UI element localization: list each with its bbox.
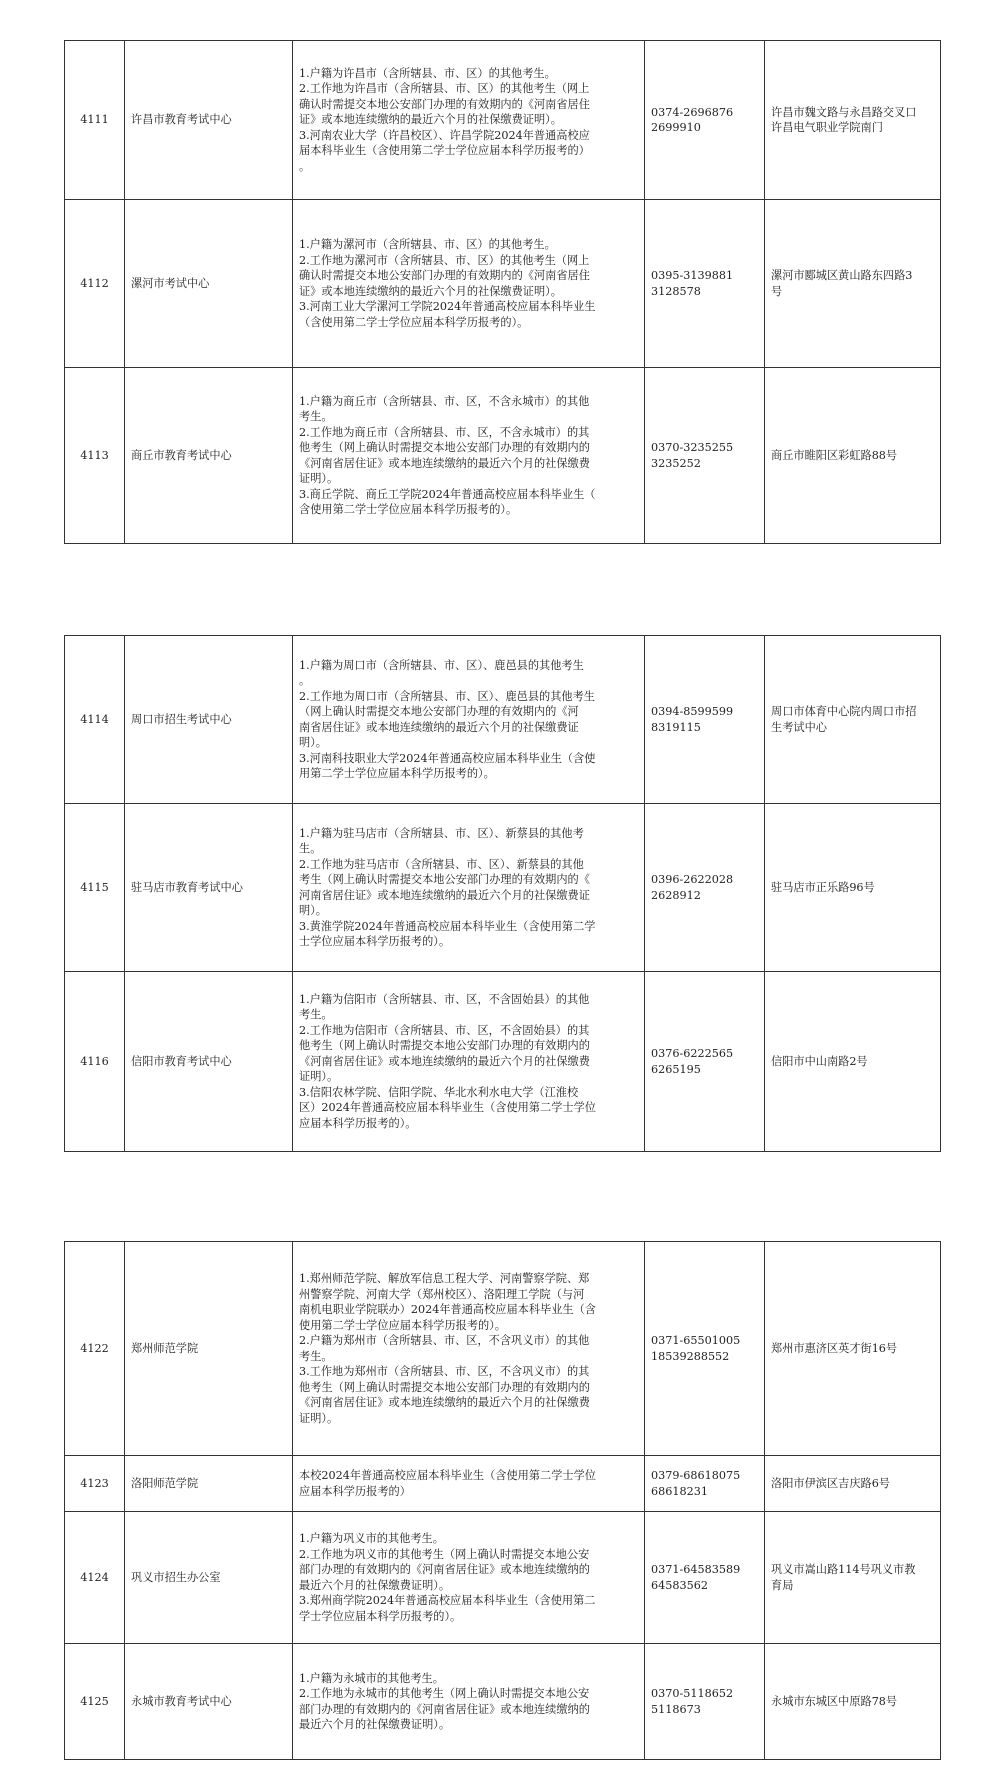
address-cell [765,1644,941,1760]
requirement-line: 他考生（网上确认时需提交本地公安部门办理的有效期内的 [299,1039,590,1053]
phone-number: 2628912 [651,888,701,902]
requirement-line: 部门办理的有效期内的《河南省居住证》或本地连续缴纳的 [299,1702,590,1716]
address-cell [765,200,941,368]
requirement-line: 南机电职业学院联办）2024年普通高校应届本科毕业生（含 [299,1303,596,1316]
requirement-line: 2.工作地为巩义市的其他考生（网上确认时需提交本地公安 [299,1547,590,1561]
requirements-cell [293,804,645,972]
center-code: 4115 [80,880,109,894]
phone-number: 64583562 [651,1578,708,1592]
table-row [65,41,941,200]
address-line: 巩义市嵩山路114号巩义市教 [771,1563,916,1576]
requirement-line: 证明）。 [299,472,339,485]
requirement-line: 2.工作地为驻马店市（含所辖县、市、区）、新蔡县的其他 [299,857,584,871]
exam-centers-table-2 [64,635,941,1152]
requirement-line: 1.户籍为许昌市（含所辖县、市、区）的其他考生。 [299,66,556,80]
center-name-cell [125,41,293,200]
phone-number: 3128578 [651,284,701,298]
address-line: 育局 [771,1578,794,1592]
requirements-cell [293,972,645,1152]
phone-number: 0370-3235255 [651,441,734,454]
center-code-cell [65,368,125,544]
requirement-line: 届本科毕业生（含使用第二学士学位应届本科学历报考的） [299,144,590,158]
requirement-line: 区）2024年普通高校应届本科毕业生（含使用第二学士学位 [299,1101,596,1115]
requirement-line: 1.户籍为巩义市的其他考生。 [299,1532,444,1545]
requirement-line: 证》或本地连续缴纳的最近六个月的社保缴费证明）。 [299,113,562,127]
requirement-line: 证明）。 [299,1411,339,1425]
center-name-cell [125,1512,293,1644]
center-code-cell [65,1644,125,1760]
phone-cell [645,200,765,368]
phone-cell [645,1644,765,1760]
center-code-cell [65,804,125,972]
table-row [65,1242,941,1456]
requirement-line: （含使用第二学士学位应届本科学历报考的）。 [299,315,529,329]
requirement-line: 1.户籍为驻马店市（含所辖县、市、区）、新蔡县的其他考 [299,826,584,840]
address-cell [765,804,941,972]
center-name-cell [125,1456,293,1512]
table-row [65,1644,941,1760]
address-line: 永城市东城区中原路78号 [771,1694,898,1708]
requirements-cell [293,368,645,544]
requirements-cell [293,200,645,368]
requirement-line: 确认时需提交本地公安部门办理的有效期内的《河南省居住 [299,97,590,111]
phone-number: 0376-6222565 [651,1047,734,1060]
requirement-line: 2.工作地为永城市的其他考生（网上确认时需提交本地公安 [299,1687,590,1700]
phone-number: 5118673 [651,1702,701,1716]
address-line: 商丘市睢阳区彩虹路88号 [771,448,898,462]
center-name: 许昌市教育考试中心 [131,113,232,127]
requirement-line: 证明）。 [299,1070,339,1084]
address-cell [765,1512,941,1644]
requirements-cell [293,1644,645,1760]
center-name: 巩义市招生办公室 [131,1570,221,1584]
requirement-line: 3.河南农业大学（许昌校区）、许昌学院2024年普通高校应 [299,128,590,142]
center-code-cell [65,41,125,200]
center-name-cell [125,200,293,368]
phone-cell [645,1456,765,1512]
requirement-line: 3.商丘学院、商丘工学院2024年普通高校应届本科毕业生（ [299,487,596,501]
requirement-line: 3.信阳农林学院、信阳学院、华北水利水电大学（江淮校 [299,1085,579,1099]
requirement-line: 2.工作地为周口市（含所辖县、市、区）、鹿邑县的其他考生 [299,689,595,703]
requirement-line: 含使用第二学士学位应届本科学历报考的）。 [299,503,518,516]
requirement-line: 1.户籍为漯河市（含所辖县、市、区）的其他考生。 [299,238,556,251]
center-code-cell [65,972,125,1152]
center-name: 洛阳师范学院 [131,1476,199,1490]
requirement-line: 生。 [299,842,322,855]
center-name-cell [125,804,293,972]
requirement-line: 州警察学院、河南大学（郑州校区）、洛阳理工学院（与河 [299,1287,585,1301]
address-cell [765,972,941,1152]
requirement-line: 2.工作地为许昌市（含所辖县、市、区）的其他考生（网上 [299,82,590,96]
table-row [65,1512,941,1644]
center-name: 郑州师范学院 [131,1341,199,1355]
center-code-cell [65,1456,125,1512]
requirement-line: 证》或本地连续缴纳的最近六个月的社保缴费证明）。 [299,284,562,298]
requirement-line: 应届本科学历报考的） [299,1484,411,1498]
phone-number: 2699910 [651,121,701,134]
requirement-line: 用第二学士学位应届本科学历报考的）。 [299,767,495,780]
table-row [65,972,941,1152]
requirement-line: 学士学位应届本科学历报考的）。 [299,1609,462,1623]
center-name: 驻马店市教育考试中心 [131,880,243,894]
phone-cell [645,972,765,1152]
requirement-line: 最近六个月的社保缴费证明）。 [299,1578,451,1592]
address-line: 号 [771,284,783,298]
center-name: 周口市招生考试中心 [131,712,232,726]
requirement-line: 《河南省居住证》或本地连续缴纳的最近六个月的社保缴费 [299,456,590,470]
address-line: 驻马店市正乐路96号 [771,880,875,894]
requirement-line: 2.户籍为郑州市（含所辖县、市、区，不含巩义市）的其他 [299,1334,590,1347]
address-line: 周口市体育中心院内周口市招 [771,705,917,718]
requirement-line: 。 [299,159,311,173]
center-code: 4113 [80,448,109,462]
address-line: 郑州市惠济区英才街16号 [771,1341,898,1355]
address-line: 许昌电气职业学院南门 [771,121,883,134]
center-code: 4114 [80,712,109,726]
requirement-line: 《河南省居住证》或本地连续缴纳的最近六个月的社保缴费 [299,1054,590,1068]
requirement-line: 部门办理的有效期内的《河南省居住证》或本地连续缴纳的 [299,1563,590,1576]
requirement-line: 他考生（网上确认时需提交本地公安部门办理的有效期内的 [299,441,590,454]
center-name: 永城市教育考试中心 [131,1694,232,1708]
requirement-line: 1.户籍为永城市的其他考生。 [299,1671,444,1685]
requirement-line: 1.户籍为周口市（含所辖县、市、区）、鹿邑县的其他考生 [299,658,584,672]
center-code: 4111 [80,113,109,127]
requirement-line: 使用第二学士学位应届本科学历报考的）。 [299,1318,506,1332]
center-name: 漯河市考试中心 [131,276,210,290]
address-cell [765,1456,941,1512]
center-code-cell [65,1242,125,1456]
requirement-line: 3.黄淮学院2024年普通高校应届本科毕业生（含使用第二学 [299,919,596,933]
requirement-line: 《河南省居住证》或本地连续缴纳的最近六个月的社保缴费 [299,1396,590,1409]
address-line: 许昌市魏文路与永昌路交叉口 [771,105,917,119]
address-line: 洛阳市伊滨区吉庆路6号 [771,1476,890,1490]
center-code: 4124 [80,1570,109,1584]
requirement-line: 本校2024年普通高校应届本科毕业生（含使用第二学士学位 [299,1469,596,1482]
center-name-cell [125,972,293,1152]
requirements-cell [293,636,645,804]
table-row [65,200,941,368]
requirement-line: 。 [299,674,311,687]
phone-number: 6265195 [651,1062,701,1076]
phone-number: 0370-5118652 [651,1687,734,1700]
address-cell [765,636,941,804]
exam-centers-table-1 [64,40,941,544]
requirement-line: 河南省居住证》或本地连续缴纳的最近六个月的社保缴费证 [299,888,590,902]
address-cell [765,41,941,200]
requirement-line: 考生（网上确认时需提交本地公安部门办理的有效期内的《 [299,873,590,886]
requirement-line: 他考生（网上确认时需提交本地公安部门办理的有效期内的 [299,1380,590,1394]
phone-cell [645,1242,765,1456]
requirement-line: 1.户籍为商丘市（含所辖县、市、区，不含永城市）的其他 [299,394,590,408]
phone-number: 18539288552 [651,1349,730,1363]
phone-number: 3235252 [651,456,701,470]
phone-cell [645,804,765,972]
phone-number: 8319115 [651,720,701,734]
address-cell [765,368,941,544]
center-code-cell [65,200,125,368]
requirement-line: 考生。 [299,1008,333,1022]
center-code-cell [65,1512,125,1644]
address-cell [765,1242,941,1456]
table-body [65,1242,941,1760]
phone-number: 0396-2622028 [651,873,734,886]
phone-number: 0371-65501005 [651,1334,741,1347]
center-code: 4122 [80,1341,109,1355]
requirement-line: 考生。 [299,1349,333,1363]
table-row [65,368,941,544]
center-name-cell [125,368,293,544]
requirements-cell [293,1242,645,1456]
center-name-cell [125,1242,293,1456]
table-body [65,41,941,544]
requirement-line: 1.户籍为信阳市（含所辖县、市、区，不含固始县）的其他 [299,992,590,1006]
phone-number: 0371-64583589 [651,1563,741,1576]
phone-cell [645,636,765,804]
center-code-cell [65,636,125,804]
requirement-line: 最近六个月的社保缴费证明）。 [299,1718,451,1731]
phone-cell [645,1512,765,1644]
exam-centers-table-3 [64,1241,941,1760]
requirement-line: 2.工作地为商丘市（含所辖县、市、区，不含永城市）的其 [299,425,590,439]
requirement-line: 1.郑州师范学院、解放军信息工程大学、河南警察学院、郑 [299,1272,590,1285]
address-line: 生考试中心 [771,720,827,734]
phone-number: 0395-3139881 [651,269,734,282]
address-line: 信阳市中山南路2号 [771,1054,868,1068]
requirements-cell [293,1512,645,1644]
requirement-line: 明）。 [299,904,327,917]
requirement-line: 南省居住证》或本地连续缴纳的最近六个月的社保缴费证 [299,720,579,734]
phone-number: 68618231 [651,1484,708,1498]
requirements-cell [293,1456,645,1512]
requirements-cell [293,41,645,200]
requirement-line: 考生。 [299,410,333,423]
phone-number: 0374-2696876 [651,105,734,119]
center-name-cell [125,1644,293,1760]
center-code: 4123 [80,1476,109,1490]
requirement-line: 2.工作地为信阳市（含所辖县、市、区，不含固始县）的其 [299,1023,590,1037]
center-code: 4112 [80,276,109,290]
phone-cell [645,368,765,544]
phone-cell [645,41,765,200]
table-row [65,804,941,972]
requirement-line: （网上确认时需提交本地公安部门办理的有效期内的《河 [299,705,579,718]
phone-number: 0394-8599599 [651,705,734,718]
requirement-line: 3.河南科技职业大学2024年普通高校应届本科毕业生（含使 [299,751,596,765]
center-name: 信阳市教育考试中心 [131,1054,232,1068]
phone-number: 0379-68618075 [651,1469,741,1482]
requirement-line: 3.工作地为郑州市（含所辖县、市、区，不含巩义市）的其 [299,1365,590,1378]
requirement-line: 确认时需提交本地公安部门办理的有效期内的《河南省居住 [299,269,590,282]
table-row [65,636,941,804]
requirement-line: 3.河南工业大学漯河工学院2024年普通高校应届本科毕业生 [299,300,596,313]
center-code: 4116 [80,1054,109,1068]
requirement-line: 2.工作地为漯河市（含所辖县、市、区）的其他考生（网上 [299,253,590,267]
address-line: 漯河市郾城区黄山路东四路3 [771,269,913,282]
table-body [65,636,941,1152]
table-row [65,1456,941,1512]
requirement-line: 应届本科学历报考的）。 [299,1116,417,1130]
requirement-line: 士学位应届本科学历报考的）。 [299,935,451,948]
center-name: 商丘市教育考试中心 [131,448,232,462]
requirement-line: 3.郑州商学院2024年普通高校应届本科毕业生（含使用第二 [299,1594,596,1607]
requirement-line: 明）。 [299,736,327,749]
center-code: 4125 [80,1694,109,1708]
center-name-cell [125,636,293,804]
